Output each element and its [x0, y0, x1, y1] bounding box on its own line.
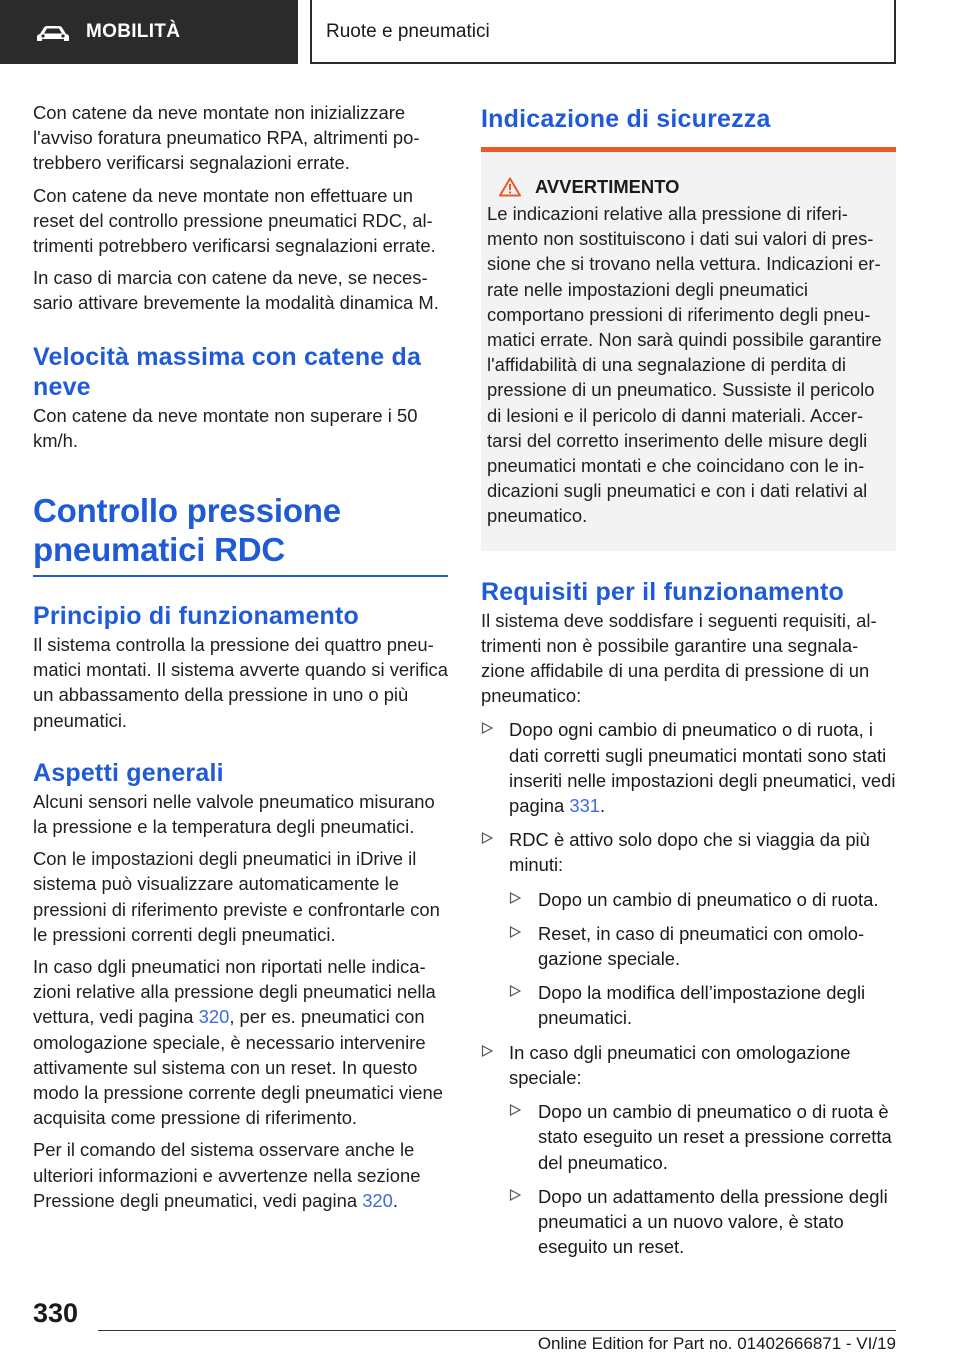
right-column	[481, 100, 896, 1259]
triangle-bullet-icon	[481, 832, 493, 844]
list-item: RDC è attivo solo dopo che si viaggia da più minuti: Dopo un cambio di pneumatico o di ruota. Reset, in caso di pneumatici con omologazione speciale. Dopo la modifica dell’impostazione degli pneumatici.	[481, 827, 896, 1030]
warning-box	[481, 152, 896, 551]
heading-underline	[33, 575, 448, 577]
paragraph: In caso dgli pneumatici non riportati nelle indicazioni relative alla pressione degli pneumatici nella vettura, vedi pagina 320, per es. pneumatici con omologazione speciale, è necessario intervenire attivamente sul sistema con un reset. In questo modo la pressione corrente degli pneumatici viene acquisita come pressione di riferimento.	[33, 956, 443, 1129]
footer-edition: Online Edition for Part no. 01402666871 - VI/19	[537, 1334, 896, 1353]
triangle-bullet-icon	[509, 926, 521, 938]
sub-list	[509, 1099, 896, 1259]
triangle-bullet-icon	[481, 722, 493, 734]
sub-list	[509, 887, 896, 1031]
paragraph: Con catene da neve montate non effettuare un reset del controllo pressione pneumatici RDC, altrimenti potrebbero verificarsi segnalazioni errate.	[33, 184, 436, 257]
section-header	[0, 0, 298, 64]
section-label: MOBILITÀ	[86, 21, 181, 42]
page-link-320[interactable]: 320	[362, 1189, 393, 1211]
heading-sicurezza: Indicazione di sicurezza	[481, 105, 771, 133]
paragraph: Alcuni sensori nelle valvole pneumatico misurano la pressione e la temperatura degli pneumatici.	[33, 790, 435, 838]
heading-principio: Principio di funzionamento	[33, 602, 360, 631]
page-link-320[interactable]: 320	[198, 1006, 230, 1028]
list-item: Dopo un adattamento della pressione degli pneumatici a un nuovo valore, è stato eseguito un reset.	[509, 1184, 896, 1260]
list-item: In caso dgli pneumatici con omologazione speciale: Dopo un cambio di pneumatico o di ruota è stato eseguito un reset a pressione corretta del pneumatico. Dopo un adattamento della pressione degli pneumatici a un nuovo valore, è stato eseguito un reset.	[481, 1040, 896, 1260]
paragraph: Con catene da neve montate non inizializzare l'avviso foratura pneumatico RPA, altrimenti potrebbero verificarsi segnalazioni errate.	[33, 102, 420, 174]
page-number: 330	[33, 1298, 79, 1328]
heading-controllo-pressione: Controllo pressione pneumatici RDC	[33, 492, 341, 569]
list-item: Dopo un cambio di pneumatico o di ruota.	[509, 887, 896, 912]
paragraph: Con catene da neve montate non superare i 50 km/h.	[33, 404, 418, 451]
left-column	[33, 100, 448, 1213]
footer-rule	[98, 1330, 896, 1331]
list-item: Dopo ogni cambio di pneumatico o di ruota, i dati corretti sugli pneumatici montati sono stati inseriti nelle impostazioni degli pneumatici, vedi pagina 331.	[481, 717, 896, 818]
page-link-331[interactable]: 331	[569, 795, 601, 817]
chapter-title: Ruote e pneumatici	[326, 21, 490, 42]
heading-velocita: Velocità massima con catene da neve	[33, 342, 422, 401]
warning-triangle-icon	[499, 177, 521, 197]
paragraph: Il sistema deve soddisfare i seguenti requisiti, altrimenti non è possibile garantire una segnalazione affidabile di una perdita di pressione di un pneumatico:	[481, 609, 877, 707]
requirements-list	[481, 717, 896, 1259]
triangle-bullet-icon	[509, 1104, 521, 1116]
triangle-bullet-icon	[509, 1189, 521, 1201]
chapter-header	[310, 0, 896, 64]
paragraph: Con le impostazioni degli pneumatici in iDrive il sistema può visualizzare automaticamente le pressioni di riferimento previste e confrontarle con le pressioni correnti degli pneumatici.	[33, 848, 440, 945]
car-icon	[36, 25, 70, 43]
warning-text: Le indicazioni relative alla pressione di riferimento non sostituiscono i dati sui valori di pressione che si trovano nella vettura. Indicazioni errate nelle impostazioni degli pneumatici comportano pressioni di riferimento degli pneumatici errate. Non sarà quindi possibile garantire l'affidabilità di una segnalazione di perdita di pressione di un pneumatico. Sussiste il pericolo di lesioni e il pericolo di danni materiali. Accertarsi del corretto inserimento delle misure degli pneumatici montati e che coincidano con le indicazioni sugli pneumatici e con i dati relativi al pneumatico.	[487, 203, 882, 527]
paragraph: Per il comando del sistema osservare anche le ulteriori informazioni e avvertenze nella sezione Pressione degli pneumatici, vedi pagina 320.	[33, 1139, 421, 1211]
paragraph: Il sistema controlla la pressione dei quattro pneumatici montati. Il sistema avverte quando si verifica un abbassamento della pressione in uno o più pneumatici.	[33, 634, 448, 731]
paragraph: In caso di marcia con catene da neve, se necessario attivare brevemente la modalità dinamica M.	[33, 267, 439, 314]
list-item: Dopo la modifica dell’impostazione degli pneumatici.	[509, 980, 896, 1030]
list-item: Dopo un cambio di pneumatico o di ruota è stato eseguito un reset a pressione corretta del pneumatico.	[509, 1099, 896, 1175]
heading-requisiti: Requisiti per il funzionamento	[481, 577, 844, 606]
triangle-bullet-icon	[509, 892, 521, 904]
triangle-bullet-icon	[509, 985, 521, 997]
triangle-bullet-icon	[481, 1045, 493, 1057]
warning-title: AVVERTIMENTO	[487, 174, 888, 199]
list-item: Reset, in caso di pneumatici con omologazione speciale.	[509, 921, 896, 971]
heading-aspetti: Aspetti generali	[33, 758, 224, 787]
